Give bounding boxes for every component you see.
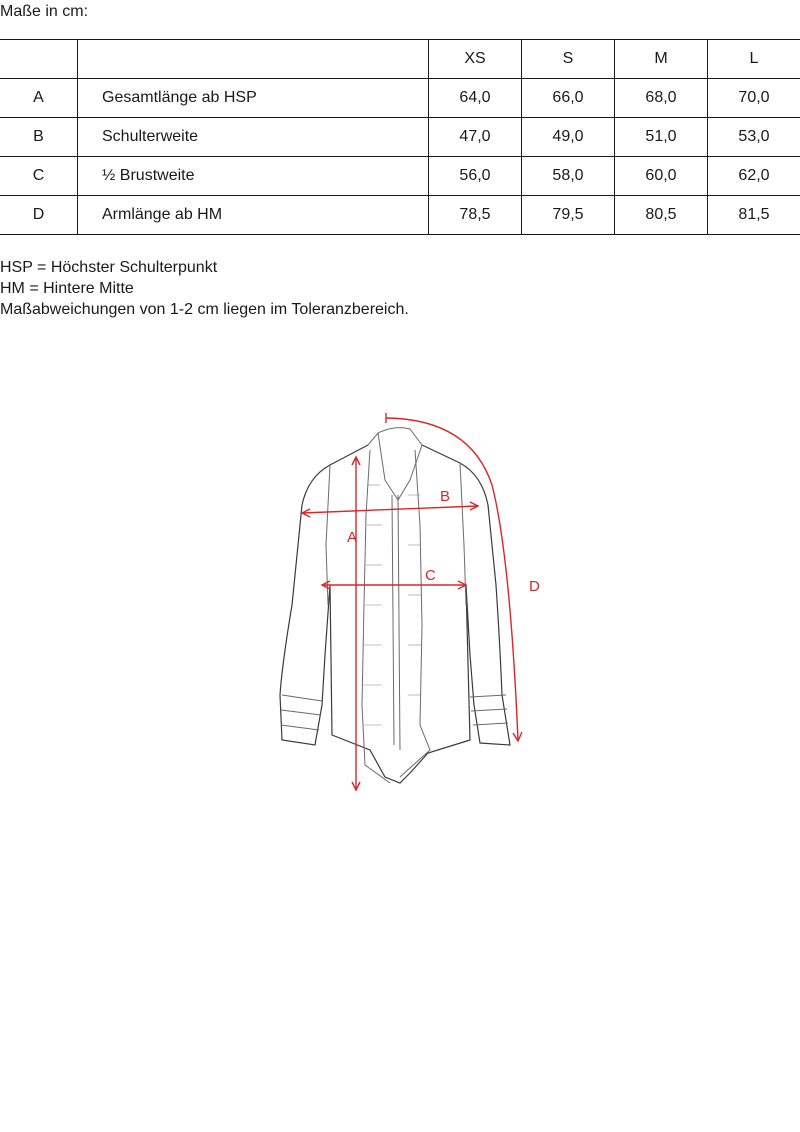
sleeve-seam-left	[326, 465, 330, 605]
measurement-lines	[302, 413, 522, 790]
row-value: 78,5	[429, 196, 522, 235]
row-value: 47,0	[429, 118, 522, 157]
row-value: 70,0	[708, 79, 800, 118]
row-value: 51,0	[615, 118, 708, 157]
measure-line-b	[302, 506, 478, 513]
header-code-cell	[0, 40, 78, 79]
row-value: 80,5	[615, 196, 708, 235]
table-row	[0, 157, 800, 196]
cuff-left	[281, 695, 322, 730]
row-value: 49,0	[522, 118, 615, 157]
row-value: 53,0	[708, 118, 800, 157]
row-code: D	[0, 196, 78, 235]
row-value: 79,5	[522, 196, 615, 235]
placket	[392, 495, 400, 750]
collar-shape	[368, 428, 422, 500]
scarf-left	[362, 450, 390, 783]
row-value: 60,0	[615, 157, 708, 196]
row-code: B	[0, 118, 78, 157]
measure-label-d: D	[529, 578, 540, 595]
measure-label-b: B	[440, 488, 451, 505]
header-size-l: L	[708, 40, 800, 79]
header-size-s: S	[522, 40, 615, 79]
header-size-m: M	[615, 40, 708, 79]
table-row	[0, 79, 800, 118]
measure-label-a: A	[347, 529, 358, 546]
table-row	[0, 118, 800, 157]
row-value: 68,0	[615, 79, 708, 118]
note-hsp: HSP = Höchster Schulterpunkt	[0, 259, 218, 276]
scarf-right	[400, 450, 430, 777]
row-label: ½ Brustweite	[78, 157, 429, 196]
measure-label-c: C	[425, 567, 436, 584]
row-label: Gesamtlänge ab HSP	[78, 79, 429, 118]
header-label-cell	[78, 40, 429, 79]
row-value: 58,0	[522, 157, 615, 196]
row-code: A	[0, 79, 78, 118]
row-value: 81,5	[708, 196, 800, 235]
jacket-drawing	[280, 428, 510, 783]
row-value: 64,0	[429, 79, 522, 118]
table-row	[0, 196, 800, 235]
note-tolerance: Maßabweichungen von 1-2 cm liegen im Toleranzbereich.	[0, 301, 409, 318]
row-code: C	[0, 157, 78, 196]
header-size-xs: XS	[429, 40, 522, 79]
legend-notes	[0, 257, 409, 320]
row-label: Schulterweite	[78, 118, 429, 157]
note-hm: HM = Hintere Mitte	[0, 280, 134, 297]
row-value: 66,0	[522, 79, 615, 118]
row-value: 62,0	[708, 157, 800, 196]
table-header-row	[0, 40, 800, 79]
measure-line-d	[386, 418, 518, 740]
row-value: 56,0	[429, 157, 522, 196]
garment-measurement-sketch	[270, 405, 560, 795]
size-chart-table	[0, 39, 800, 235]
measurement-unit-heading: Maße in cm:	[0, 3, 89, 20]
row-label: Armlänge ab HM	[78, 196, 429, 235]
